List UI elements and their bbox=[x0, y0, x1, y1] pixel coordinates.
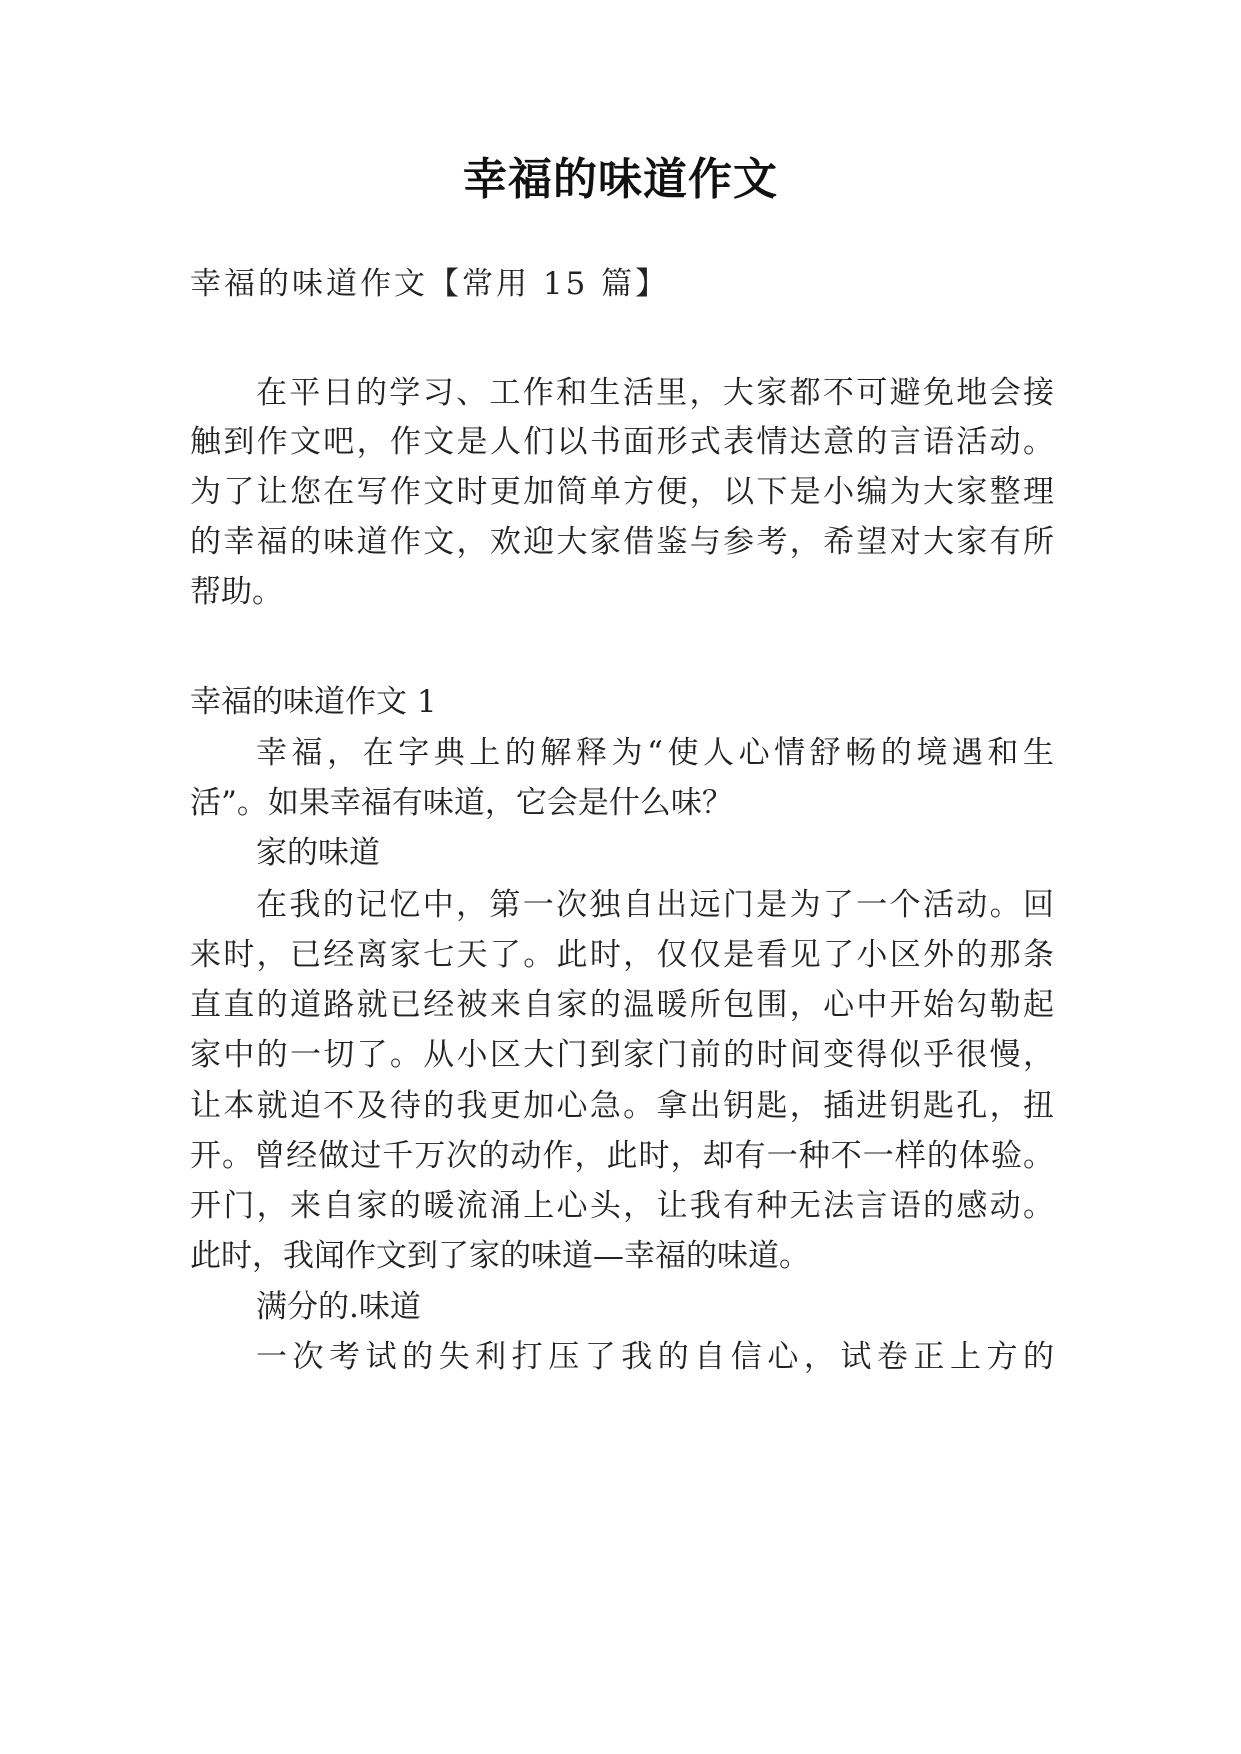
intro-line: 为了让您在写作文时更加简单方便，以下是小编为大家整理 bbox=[190, 474, 1054, 510]
paragraph-line: 开。曾经做过千万次的动作，此时，却有一种不一样的体验。 bbox=[190, 1138, 1054, 1174]
paragraph-line: 让本就迫不及待的我更加心急。拿出钥匙，插进钥匙孔，扭 bbox=[190, 1088, 1054, 1124]
intro-line: 触到作文吧，作文是人们以书面形式表情达意的言语活动。 bbox=[190, 424, 1054, 460]
document-title: 幸福的味道作文 bbox=[463, 154, 778, 205]
intro-line: 在平日的学习、工作和生活里，大家都不可避免地会接 bbox=[256, 375, 1054, 411]
paragraph-line: 此时，我闻作文到了家的味道—幸福的味道。 bbox=[190, 1238, 810, 1274]
paragraph-line: 来时，已经离家七天了。此时，仅仅是看见了小区外的那条 bbox=[190, 937, 1054, 973]
paragraph-line: 家中的一切了。从小区大门到家门前的时间变得似乎很慢， bbox=[190, 1037, 1054, 1073]
section-heading: 幸福的味道作文 1 bbox=[190, 684, 437, 720]
paragraph-line: 一次考试的失利打压了我的自信心，试卷正上方的 bbox=[256, 1339, 1054, 1375]
paragraph-line: 直直的道路就已经被来自家的温暖所包围，心中开始勾勒起 bbox=[190, 987, 1054, 1023]
paragraph-line: 幸福，在字典上的解释为“使人心情舒畅的境遇和生 bbox=[256, 735, 1054, 771]
paragraph-line: 开门，来自家的暖流涌上心头，让我有种无法言语的感动。 bbox=[190, 1188, 1054, 1224]
subheading: 家的味道 bbox=[256, 835, 380, 871]
paragraph-line: 在我的记忆中，第一次独自出远门是为了一个活动。回 bbox=[256, 887, 1054, 923]
intro-line: 帮助。 bbox=[190, 574, 283, 610]
document-subtitle: 幸福的味道作文【常用 15 篇】 bbox=[190, 266, 670, 302]
paragraph-line: 活”。如果幸福有味道，它会是什么味？ bbox=[190, 785, 733, 821]
intro-line: 的幸福的味道作文，欢迎大家借鉴与参考，希望对大家有所 bbox=[190, 524, 1054, 560]
subheading: 满分的.味道 bbox=[256, 1289, 421, 1325]
